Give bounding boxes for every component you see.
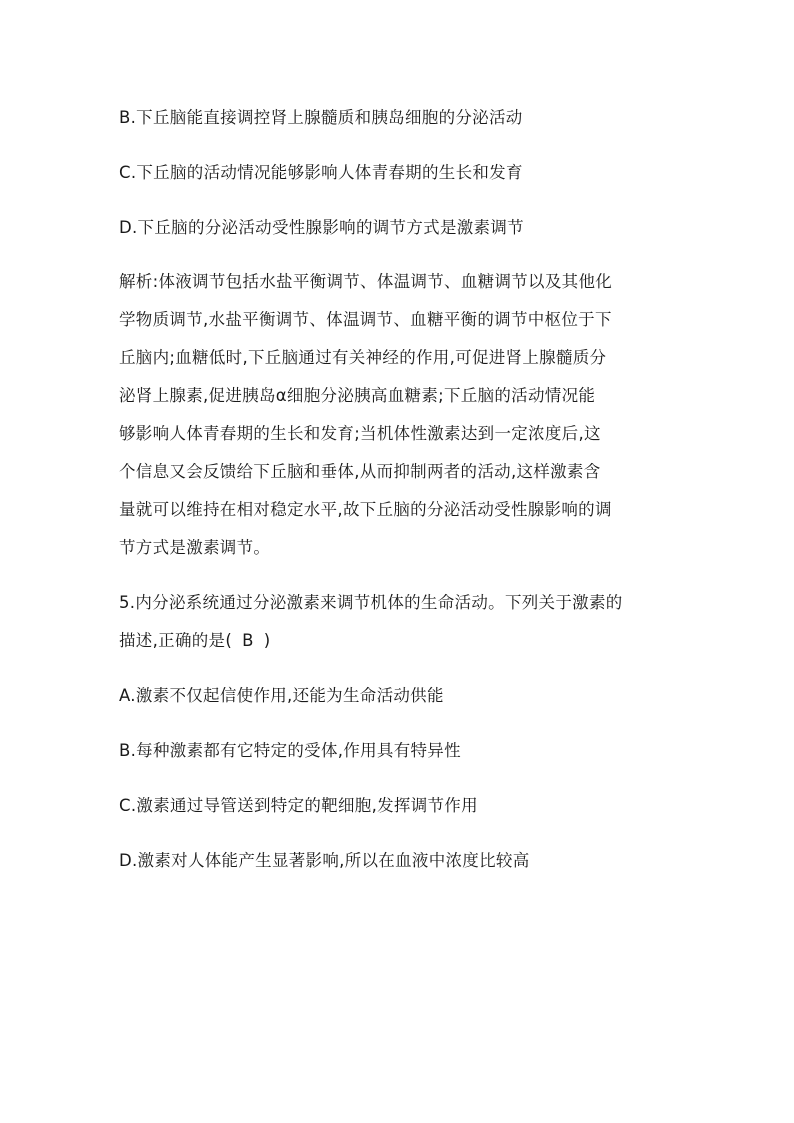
q4-analysis-line: 个信息又会反馈给下丘脑和垂体,从而抑制两者的活动,这样激素含 xyxy=(119,462,601,481)
q5-option-a: A.激素不仅起信使作用,还能为生命活动供能 xyxy=(119,686,444,705)
q5-stem-suffix: ) xyxy=(263,631,271,650)
q4-analysis-line: 解析:体液调节包括水盐平衡调节、体温调节、血糖调节以及其他化 xyxy=(119,272,613,291)
q4-analysis-line: 泌肾上腺素,促进胰岛α细胞分泌胰高血糖素;下丘脑的活动情况能 xyxy=(119,386,596,405)
q4-option-b: B.下丘脑能直接调控肾上腺髓质和胰岛细胞的分泌活动 xyxy=(119,108,523,127)
q4-analysis-line: 学物质调节,水盐平衡调节、体温调节、血糖平衡的调节中枢位于下 xyxy=(119,310,612,329)
q5-option-d: D.激素对人体能产生显著影响,所以在血液中浓度比较高 xyxy=(119,851,530,870)
q5-option-c: C.激素通过导管送到特定的靶细胞,发挥调节作用 xyxy=(119,796,478,815)
q5-option-b: B.每种激素都有它特定的受体,作用具有特异性 xyxy=(119,741,461,760)
q4-analysis-line: 量就可以维持在相对稳定水平,故下丘脑的分泌活动受性腺影响的调 xyxy=(119,500,612,519)
q5-stem-line2 xyxy=(119,631,679,651)
q4-analysis-line: 丘脑内;血糖低时,下丘脑通过有关神经的作用,可促进肾上腺髓质分 xyxy=(119,348,607,367)
q4-analysis-line: 够影响人体青春期的生长和发育;当机体性激素达到一定浓度后,这 xyxy=(119,424,601,443)
q5-stem-prefix: 描述,正确的是( xyxy=(119,631,233,650)
q5-stem-line1: 5.内分泌系统通过分泌激素来调节机体的生命活动。下列关于激素的 xyxy=(119,593,623,612)
q5-answer: B xyxy=(242,631,254,650)
q4-option-c: C.下丘脑的活动情况能够影响人体青春期的生长和发育 xyxy=(119,163,523,182)
q4-option-d: D.下丘脑的分泌活动受性腺影响的调节方式是激素调节 xyxy=(119,218,524,237)
q4-analysis-line: 节方式是激素调节。 xyxy=(119,538,271,557)
